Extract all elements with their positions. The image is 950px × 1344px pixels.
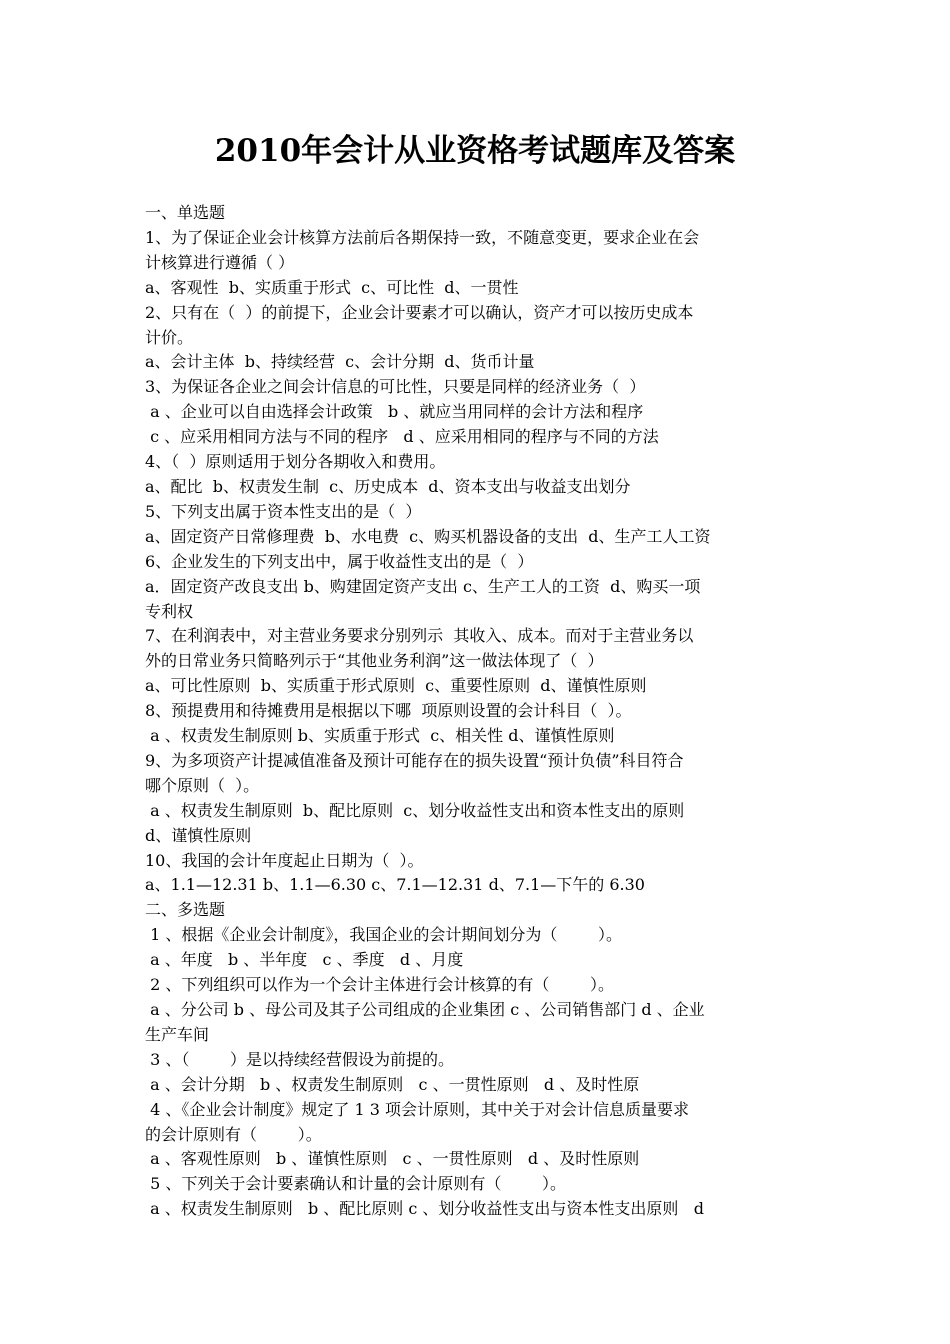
text-line: 一、单选题 [145, 203, 226, 222]
text-line: a、配比 b、权责发生制 c、历史成本 d、资本支出与收益支出划分 [145, 476, 631, 496]
text-line: a、会计主体 b、持续经营 c、会计分期 d、货币计量 [145, 352, 535, 372]
document-body [145, 201, 813, 1222]
text-line: 7、在利润表中，对主营业务要求分别列示 其收入、成本。而对于主营业务以 [145, 626, 694, 646]
text-line: 专利权 [145, 601, 194, 621]
text-line: 3 、（ ）是以持续经营假设为前提的。 [145, 1049, 455, 1069]
text-line: a 、权责发生制原则 b 、配比原则 c 、划分收益性支出与资本性支出原则 d [145, 1199, 704, 1219]
text-line: 3、为保证各企业之间会计信息的可比性，只要是同样的经济业务（ ） [145, 377, 646, 397]
text-line: d、谨慎性原则 [145, 825, 252, 845]
text-line: a、1.1—12.31 b、1.1—6.30 c、7.1—12.31 d、7.1—下午的 6.30 [145, 875, 645, 895]
text-line: 10、我国的会计年度起止日期为（ ）。 [145, 850, 424, 870]
text-line: 生产车间 [145, 1024, 210, 1044]
text-line: 4、（ ）原则适用于划分各期收入和费用。 [145, 452, 446, 472]
text-line: 哪个原则（ ）。 [145, 775, 260, 795]
text-line: 6、企业发生的下列支出中，属于收益性支出的是（ ） [145, 551, 534, 571]
text-line: 2、只有在（ ）的前提下，企业会计要素才可以确认，资产才可以按历史成本 [145, 302, 694, 322]
text-line: 1 、根据《企业会计制度》，我国企业的会计期间划分为（ ）。 [145, 925, 623, 945]
text-line: a、可比性原则 b、实质重于形式原则 c、重要性原则 d、谨慎性原则 [145, 676, 647, 696]
text-line: a 、客观性原则 b 、谨慎性原则 c 、一贯性原则 d 、及时性原则 [145, 1149, 640, 1169]
text-line: 9、为多项资产计提减值准备及预计可能存在的损失设置“预计负债”科目符合 [145, 750, 684, 770]
text-line: 二、多选题 [145, 900, 226, 920]
text-line: 计价。 [145, 327, 194, 347]
text-line: 5 、下列关于会计要素确认和计量的会计原则有（ ）。 [145, 1174, 567, 1194]
text-line: a、客观性 b、实质重于形式 c、可比性 d、一贯性 [145, 277, 519, 297]
document-title: 2010年会计从业资格考试题库及答案 [214, 133, 736, 169]
text-line: 计核算进行遵循（ ） [145, 252, 295, 272]
text-line: 外的日常业务只简略列示于“其他业务利润”这一做法体现了（ ） [145, 651, 604, 671]
text-line: 5、下列支出属于资本性支出的是（ ） [145, 501, 422, 521]
text-line: 2 、下列组织可以作为一个会计主体进行会计核算的有（ ）。 [145, 975, 615, 995]
text-line: a．固定资产改良支出 b、购建固定资产支出 c、生产工人的工资 d、购买一项 [145, 576, 701, 596]
text-line: a 、会计分期 b 、权责发生制原则 c 、一贯性原则 d 、及时性原 [145, 1074, 640, 1094]
text-line: 8、预提费用和待摊费用是根据以下哪 项原则设置的会计科目（ ）。 [145, 701, 632, 721]
text-line: a 、年度 b 、半年度 c 、季度 d 、月度 [145, 950, 464, 970]
text-line: a 、企业可以自由选择会计政策 b 、就应当用同样的会计方法和程序 [145, 402, 644, 422]
text-line: 的会计原则有（ ）。 [145, 1124, 322, 1144]
text-line: 4 、《企业会计制度》规定了 1 3 项会计原则，其中关于对会计信息质量要求 [145, 1099, 689, 1119]
text-line: a、固定资产日常修理费 b、水电费 c、购买机器设备的支出 d、生产工人工资 [145, 526, 711, 546]
text-line: c 、应采用相同方法与不同的程序 d 、应采用相同的程序与不同的方法 [145, 427, 659, 447]
text-line: a 、权责发生制原则 b、实质重于形式 c、相关性 d、谨慎性原则 [145, 726, 615, 746]
text-line: a 、分公司 b 、母公司及其子公司组成的企业集团 c 、公司销售部门 d 、企业 [145, 1000, 705, 1019]
text-line: a 、权责发生制原则 b、配比原则 c、划分收益性支出和资本性支出的原则 [145, 800, 685, 820]
text-line: 1、为了保证企业会计核算方法前后各期保持一致，不随意变更，要求企业在会 [145, 227, 700, 247]
